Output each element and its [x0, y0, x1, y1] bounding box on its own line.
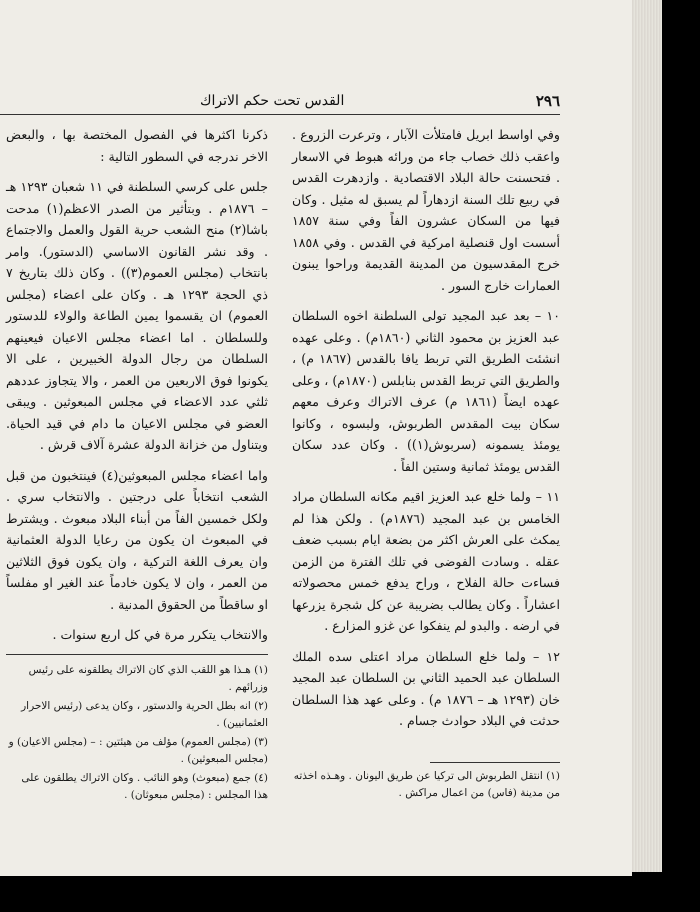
footnotes-right: [292, 768, 560, 804]
paragraph: والانتخاب يتكرر مرة في كل اربع سنوات .: [52, 627, 268, 642]
footnote: (١) انتقل الطربوش الى تركيا عن طريق اليونان . وهـذه اخذته من مدينة (فاس) من اعمال مراكش .: [293, 770, 560, 799]
page-edges: [632, 0, 662, 872]
left-column: [6, 124, 268, 646]
paragraph: جلس على كرسي السلطنة في ١١ شعبان ١٢٩٣ هـ – ١٨٧٦م . وبتأثير من الصدر الاعظم(١) مدحت باشا(٢) منح الشعب حرية القول والعمل والاجتماع . وقد نشر القانون الاساسي (الدستور). وامر بانتخاب (مجلس العموم(٣)) . وكان ذلك بتاريخ ٧ ذي الحجة ١٢٩٣ هـ . وكان على اعضاء (مجلس العموم) ان يقسموا يمين الطاعة والولاء للدستور وللسلطان . اما اعضاء مجلس الاعيان فيعينهم السلطان من رجال الدولة الخبيرين ، على الا يكونوا فوق الاربعين من العمر ، والا يتجاوز عددهم ثلثي عدد الاعضاء في مجلس المبعوثين . ويبقى العضو في مجلس الاعيان ما دام في قيد الحياة. ويتناول من خزانة الدولة عشرة آلاف قرش .: [6, 179, 268, 452]
paragraph: ١٠ – بعد عبد المجيد تولى السلطنة اخوه السلطان عبد العزيز بن محمود الثاني (١٨٦٠م) . وعلى عهده انشئت الطريق التي تربط يافا بالقدس (١٨٦٧ م) ، والطريق التي تربط القدس بنابلس (١٨٧٠م) ، وعلى عهده ايضاً (١٨٦١ م) عرف الاتراك وعرف معهم سكان بيت المقدس الطربوش، ولبسوه ، وكانوا يومئذ يسمونه (سربوش(١)) . وكان عدد سكان القدس يومئذ ثمانية وستين الفاً .: [292, 308, 561, 474]
running-title: القدس تحت حكم الاتراك: [200, 93, 345, 109]
footnote: (٣) (مجلس العموم) مؤلف من هيئتين : – (مجلس الاعيان) و (مجلس المبعوثين) .: [8, 736, 268, 765]
right-column: [292, 124, 560, 732]
footnote: (١) هـذا هو اللقب الذي كان الاتراك يطلقونه على رئيس وزرائهم .: [28, 664, 268, 693]
paragraph: ١١ – ولما خلع عبد العزيز اقيم مكانه السلطان مراد الخامس بن عبد المجيد (١٨٧٦م) . ولكن هذا لم يمكث على العرش اكثر من بضعة ايام بسبب ضعف عقله . وسادت الفوضى في تلك الفترة من الزمن فساءت حالة الفلاح ، وراح يدفع خمس محصولاته اعشاراً . وكان يطالب بضريبة عن كل شجرة يزرعها في ارضه . والبدو لم ينفكوا عن غزو المزارع .: [292, 489, 560, 633]
page-number: ٢٩٦: [535, 92, 560, 110]
footnote-divider: [6, 654, 268, 655]
paragraph: واما اعضاء مجلس المبعوثين(٤) فينتخبون من قبل الشعب انتخاباً على درجتين . والانتخاب سري . ولكل خمسين الفاً من أبناء البلاد مبعوث . ويشترط في المبعوث ان يكون من رعايا الدولة العثمانية وان يعرف اللغة التركية ، وان يكون فوق الثلاثين من العمر ، وان لا يكون خادماً عند الغير او مفلساً او ساقطاً من الحقوق المدنية .: [6, 467, 268, 612]
footnote: (٢) انه بطل الحرية والدستور ، وكان يدعى (رئيس الاحرار العثمانيين) .: [21, 700, 268, 729]
running-header: [0, 90, 560, 115]
footnote: (٤) جمع (مبعوث) وهو النائب . وكان الاتراك يطلقون على هذا المجلس : (مجلس مبعوثان) .: [21, 772, 268, 801]
footnote-divider: [430, 762, 560, 763]
footnotes-left: [6, 662, 268, 806]
paragraph: ذكرنا اكثرها في الفصول المختصة بها ، والبعض الاخر ندرجه في السطور التالية :: [6, 127, 268, 164]
paragraph: ١٢ – ولما خلع السلطان مراد اعتلى سده الملك السلطان عبد الحميد الثاني بن السلطان عبد المجيد خان (١٢٩٣ هـ – ١٨٧٦ م) . وعلى عهد هذا السلطان حدثت في البلاد حوادث جسام .: [292, 648, 560, 728]
paragraph: وفي اواسط ابريل فامتلأت الآبار ، وترعرت الزروع . واعقب ذلك خصاب جاء من ورائه هبوط في الاسعار . فتحسنت حالة البلاد الاقتصادية . وازدهرت القدس في ربيع تلك السنة ازدهاراً لم يسبق له مثيل . وكان فيها من السكان عشرون الفاً وفي سنة ١٨٥٧ أسست اول قنصلية امركية في القدس . وفي ١٨٥٨ خرج المقدسيون من المدينة القديمة وراحوا يبنون العمارات خارج السور .: [292, 127, 560, 293]
